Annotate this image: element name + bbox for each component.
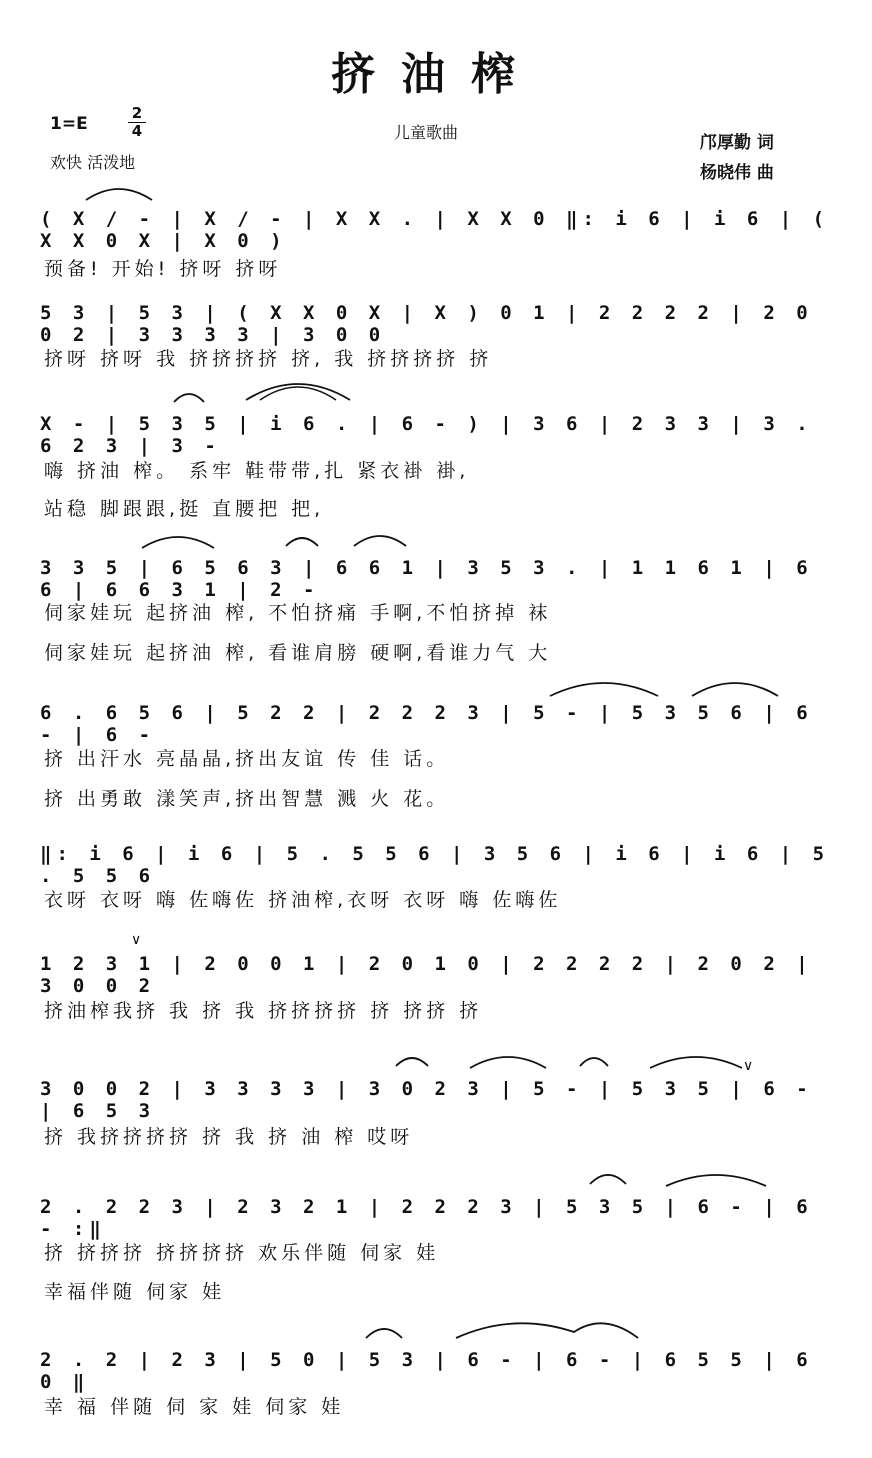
- notes-line-9: 2 . 2 2 3 | 2 3 2 1 | 2 2 2 3 | 5 3 5 | 6 - | 6 - :‖: [40, 1196, 813, 1240]
- slur-icon: [140, 530, 216, 550]
- lyrics-line-7: 挤油榨我挤 我 挤 我 挤挤挤挤 挤 挤挤 挤: [44, 1000, 483, 1022]
- breath-mark-icon: ∨: [743, 1058, 754, 1074]
- lyrics-line-5b: 挤 出勇敢 漾笑声,挤出智慧 溅 火 花。: [44, 788, 450, 810]
- slur-icon: [578, 1052, 610, 1068]
- tempo-marking: 欢快 活泼地: [50, 153, 136, 172]
- notes-line-7: 1 2 3 1 | 2 0 0 1 | 2 0 1 0 | 2 2 2 2 | 2 0 2 | 3 0 0 2: [40, 953, 813, 997]
- slur-icon: [648, 1050, 744, 1070]
- lyrics-line-9a: 挤 挤挤挤 挤挤挤挤 欢乐伴随 伺家 娃: [44, 1242, 440, 1264]
- slur-icon: [690, 676, 780, 698]
- notes-line-6: ‖: i 6 | i 6 | 5 . 5 5 6 | 3 5 6 | i 6 | i 6 | 5 . 5 5 6: [40, 843, 830, 887]
- lyrics-line-3b: 站稳 脚跟跟,挺 直腰把 把,: [44, 498, 325, 520]
- lyrics-line-8: 挤 我挤挤挤挤 挤 我 挤 油 榨 哎呀: [44, 1126, 414, 1148]
- breath-mark-icon: ∨: [131, 932, 142, 948]
- notes-line-1: ( X / - | X / - | X X . | X X 0 ‖: i 6 | i 6 | ( X X 0 X | X 0 ): [40, 208, 830, 252]
- time-numerator: 2: [131, 104, 143, 122]
- slur-icon: [468, 1050, 548, 1070]
- key-signature: 1=E: [50, 114, 88, 134]
- slur-icon: [84, 182, 154, 202]
- lyrics-line-3a: 嗨 挤油 榨。 系牢 鞋带带,扎 紧衣褂 褂,: [44, 460, 470, 482]
- lyrics-line-4b: 伺家娃玩 起挤油 榨, 看谁肩膀 硬啊,看谁力气 大: [44, 642, 552, 664]
- notes-line-10: 2 . 2 | 2 3 | 5 0 | 5 3 | 6 - | 6 - | 6 5 5 | 6 0 ‖: [40, 1349, 813, 1393]
- slur-icon: [664, 1168, 768, 1188]
- lyricist-credit: 邝厚勤 词: [700, 133, 774, 153]
- slur-icon: [454, 1318, 640, 1340]
- slur-icon: [548, 676, 660, 698]
- time-signature: [128, 106, 146, 139]
- lyrics-line-5a: 挤 出汗水 亮晶晶,挤出友谊 传 佳 话。: [44, 748, 450, 770]
- lyrics-line-2: 挤呀 挤呀 我 挤挤挤挤 挤, 我 挤挤挤挤 挤: [44, 348, 493, 370]
- slur-icon: [352, 530, 408, 548]
- slur-icon: [588, 1168, 628, 1186]
- slur-icon: [172, 388, 206, 404]
- lyrics-line-1: 预备! 开始! 挤呀 挤呀: [44, 258, 282, 280]
- slur-icon: [394, 1052, 430, 1068]
- lyrics-line-9b: 幸福伴随 伺家 娃: [44, 1281, 226, 1303]
- page-title: 挤油榨: [331, 49, 541, 100]
- lyrics-line-10: 幸 福 伴随 伺 家 娃 伺家 娃: [44, 1396, 345, 1418]
- slur-icon: [244, 376, 352, 402]
- notes-line-4: 3 3 5 | 6 5 6 3 | 6 6 1 | 3 5 3 . | 1 1 6 1 | 6 6 | 6 6 3 1 | 2 -: [40, 557, 813, 601]
- notes-line-3: X - | 5 3 5 | i 6 . | 6 - ) | 3 6 | 2 3 3 | 3 . 6 2 3 | 3 -: [40, 413, 813, 457]
- lyrics-line-6: 衣呀 衣呀 嗨 佐嗨佐 挤油榨,衣呀 衣呀 嗨 佐嗨佐: [44, 889, 562, 911]
- notes-line-8: 3 0 0 2 | 3 3 3 3 | 3 0 2 3 | 5 - | 5 3 5 | 6 - | 6 5 3: [40, 1078, 813, 1122]
- notes-line-5: 6 . 6 5 6 | 5 2 2 | 2 2 2 3 | 5 - | 5 3 5 6 | 6 - | 6 -: [40, 702, 813, 746]
- slur-icon: [284, 532, 320, 548]
- slur-icon: [364, 1322, 404, 1340]
- composer-credit: 杨晓伟 曲: [700, 163, 774, 183]
- lyrics-line-4a: 伺家娃玩 起挤油 榨, 不怕挤痛 手啊,不怕挤掉 袜: [44, 602, 552, 624]
- time-denominator: 4: [131, 122, 143, 140]
- notes-line-2: 5 3 | 5 3 | ( X X 0 X | X ) 0 1 | 2 2 2 2 | 2 0 0 2 | 3 3 3 3 | 3 0 0: [40, 302, 813, 346]
- genre-label: 儿童歌曲: [394, 123, 459, 142]
